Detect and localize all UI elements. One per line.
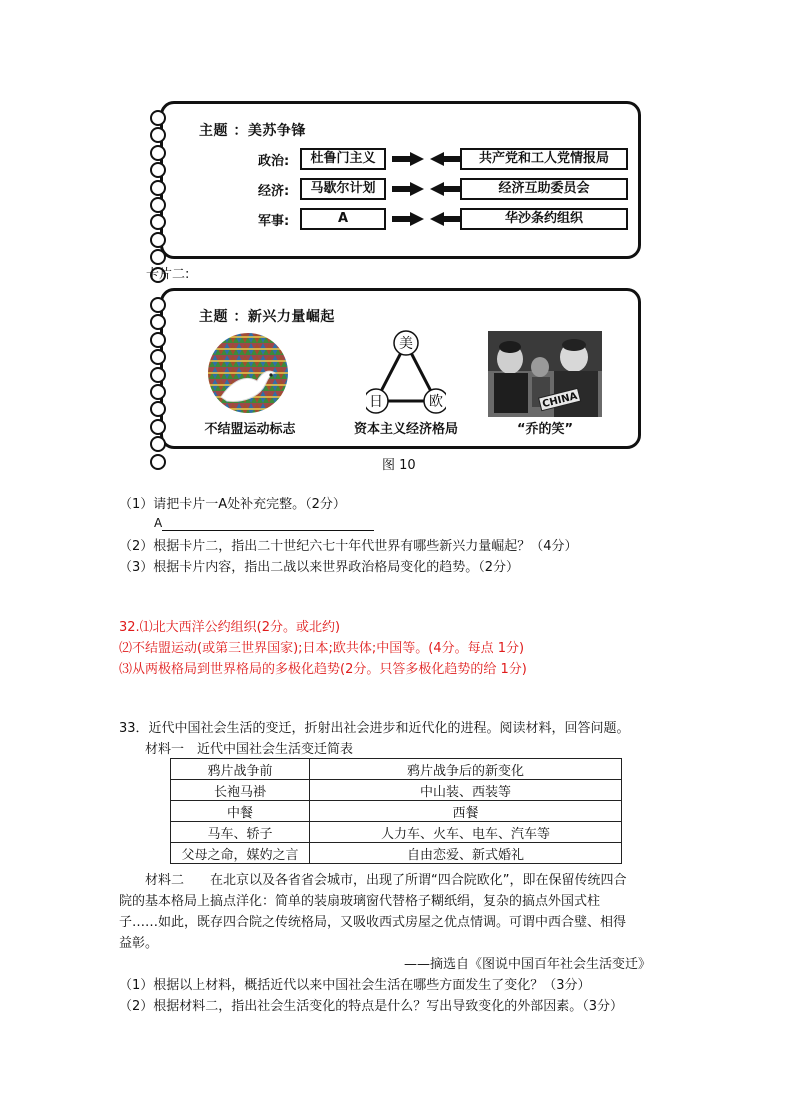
binder-rings <box>150 110 172 284</box>
confrontation-arrows-icon <box>392 212 462 226</box>
row-economy-label: 经济: <box>258 184 290 199</box>
q32-question-2: （2）根据卡片二，指出二十世纪六七十年代世界有哪些新兴力量崛起？（4分） <box>119 539 578 554</box>
confrontation-arrows-icon <box>392 152 462 166</box>
card-one <box>160 101 641 259</box>
node-us-label: 美 <box>399 336 413 352</box>
politics-us-box: 杜鲁门主义 <box>300 148 386 170</box>
figure-label: 图 10 <box>382 458 416 473</box>
caption-non-aligned: 不结盟运动标志 <box>204 422 296 437</box>
material-2-line-1: 材料二 在北京以及各省省会城市，出现了所谓“四合院欧化”，即在保留传统四合 <box>145 873 627 888</box>
q32-answer-blank-line <box>162 530 374 531</box>
card-two-label: 卡片二: <box>146 267 190 282</box>
confrontation-arrows-icon <box>392 182 462 196</box>
table-row <box>171 801 622 822</box>
economy-ussr-box: 经济互助委员会 <box>460 178 628 200</box>
card-two <box>160 288 641 449</box>
card-one-topic: 主题 ：美苏争锋 <box>199 123 306 139</box>
card-two-topic: 主题 ：新兴力量崛起 <box>199 309 335 325</box>
qiao-laugh-photo <box>488 331 602 417</box>
binder-rings <box>150 297 172 471</box>
q32-question-3: （3）根据卡片内容，指出二战以来世界政治格局变化的趋势。（2分） <box>119 560 520 575</box>
q32-question-1: （1）请把卡片一A处补充完整。（2分） <box>119 497 346 512</box>
material-1-title: 材料一 近代中国社会生活变迁简表 <box>145 742 354 757</box>
node-japan-label: 日 <box>369 394 383 410</box>
table-cell: 西餐 <box>310 801 622 822</box>
table-header-row <box>171 759 622 780</box>
material-2-source: ——摘选自《图说中国百年社会生活变迁》 <box>404 957 652 972</box>
caption-qiao-laugh: “乔的笑” <box>516 422 574 437</box>
table-header-cell: 鸦片战争后的新变化 <box>310 759 622 780</box>
caption-economy-pattern: 资本主义经济格局 <box>353 422 458 437</box>
row-military-label: 军事: <box>258 214 290 229</box>
china-sign-text: CHINA <box>541 390 579 411</box>
table-row <box>171 780 622 801</box>
table-cell: 中餐 <box>171 801 310 822</box>
table-row <box>171 822 622 843</box>
social-change-table <box>170 758 622 864</box>
q33-intro: 33．近代中国社会生活的变迁，折射出社会进步和近代化的进程。阅读材料，回答问题。 <box>119 721 630 736</box>
table-cell: 自由恋爱、新式婚礼 <box>310 843 622 864</box>
material-2-line-3: 子……如此，既存四合院之传统格局，又吸收西式房屋之优点情调。可谓中西合璧、相得 <box>119 915 627 930</box>
answer-32-line-2: ⑵不结盟运动(或第三世界国家);日本;欧共体;中国等。(4分。每点 1分) <box>119 641 525 656</box>
q33-question-2: （2）根据材料二，指出社会生活变化的特点是什么？写出导致变化的外部因素。（3分） <box>119 999 624 1014</box>
politics-ussr-box: 共产党和工人党情报局 <box>460 148 628 170</box>
table-cell: 父母之命，媒妁之言 <box>171 843 310 864</box>
q32-blank-label: A <box>154 516 163 530</box>
economy-us-box: 马歇尔计划 <box>300 178 386 200</box>
answer-32-line-3: ⑶从两极格局到世界格局的多极化趋势(2分。只答多极化趋势的给 1分) <box>119 662 527 677</box>
q33-question-1: （1）根据以上材料，概括近代以来中国社会生活在哪些方面发生了变化？（3分） <box>119 978 591 993</box>
table-header-cell: 鸦片战争前 <box>171 759 310 780</box>
row-politics-label: 政治: <box>258 154 290 169</box>
military-us-box: A <box>300 208 386 230</box>
node-europe-label: 欧 <box>429 394 443 410</box>
capitalist-economy-triangle <box>366 329 446 417</box>
table-cell: 长袍马褂 <box>171 780 310 801</box>
table-cell: 中山装、西装等 <box>310 780 622 801</box>
military-ussr-box: 华沙条约组织 <box>460 208 628 230</box>
table-cell: 人力车、火车、电车、汽车等 <box>310 822 622 843</box>
non-aligned-emblem-icon <box>203 331 293 415</box>
material-2-line-2: 院的基本格局上搞点洋化：简单的装扇玻璃窗代替格子糊纸绢，复杂的搞点外国式柱 <box>119 894 601 909</box>
material-2-line-4: 益彰。 <box>119 936 159 951</box>
table-row <box>171 843 622 864</box>
table-cell: 马车、轿子 <box>171 822 310 843</box>
answer-32-line-1: 32.⑴北大西洋公约组织(2分。或北约) <box>119 620 341 635</box>
